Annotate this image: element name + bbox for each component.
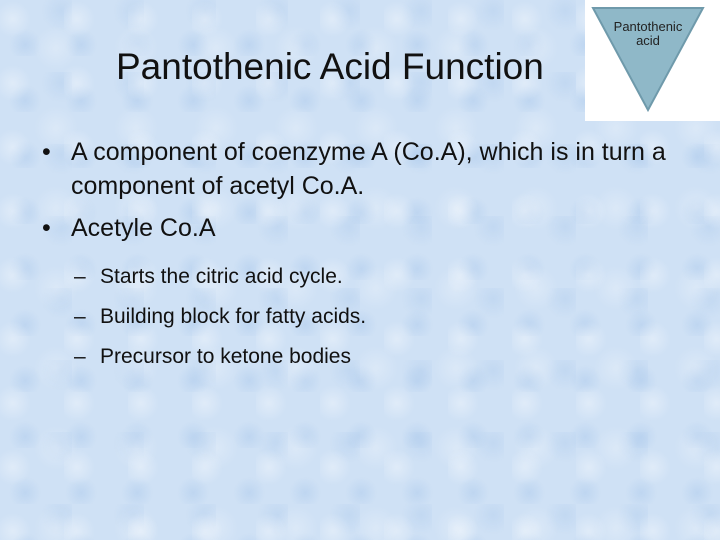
sub-bullet-item xyxy=(36,343,696,371)
pantothenic-acid-badge xyxy=(585,0,720,121)
bullet-text: Acetyle Co.A xyxy=(71,214,216,242)
sub-bullet-marker: – xyxy=(74,345,86,368)
slide-title: Pantothenic Acid Function xyxy=(116,46,544,87)
bullet-item xyxy=(36,211,696,245)
sub-bullet-text: Building block for fatty acids. xyxy=(100,305,367,328)
bullet-marker: • xyxy=(42,214,51,242)
badge-label-line2: acid xyxy=(636,33,660,48)
badge-label-line1: Pantothenic xyxy=(613,19,683,34)
sub-bullet-item xyxy=(36,303,696,331)
sub-bullet-item xyxy=(36,263,696,291)
sub-bullet-list xyxy=(36,263,696,371)
bullet-marker: • xyxy=(42,138,51,166)
bullet-item xyxy=(36,135,696,203)
sub-bullet-marker: – xyxy=(74,305,86,328)
badge-label xyxy=(585,20,711,48)
sub-bullet-text: Starts the citric acid cycle. xyxy=(100,265,343,288)
bullet-text: A component of coenzyme A (Co.A), which is in turn a component of acetyl Co.A. xyxy=(71,138,666,200)
sub-bullet-marker: – xyxy=(74,265,86,288)
sub-bullet-text: Precursor to ketone bodies xyxy=(100,345,351,368)
slide-body xyxy=(36,135,696,383)
